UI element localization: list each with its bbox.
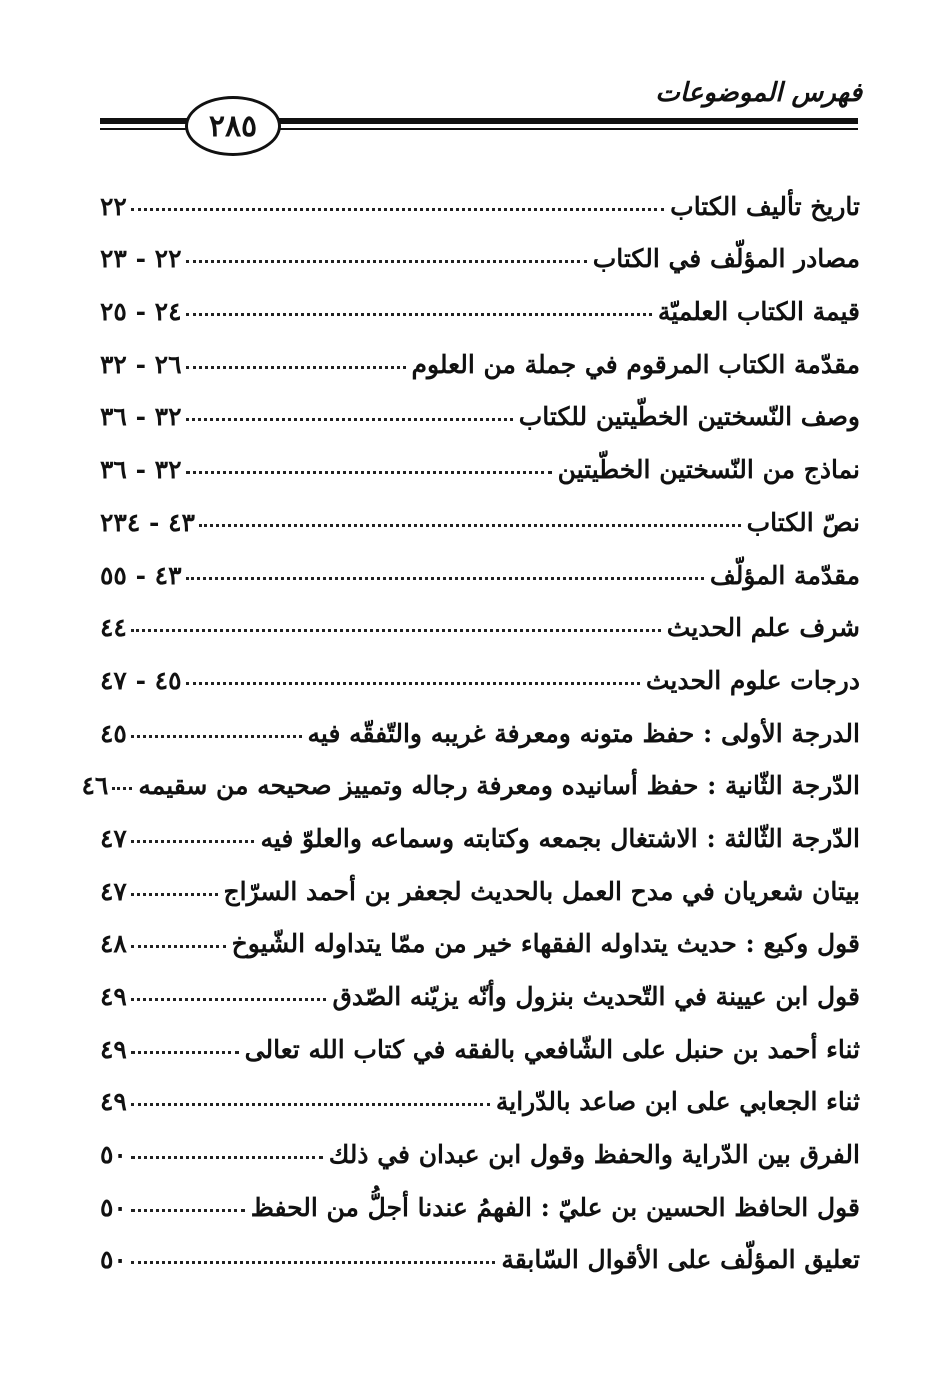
toc-entry-title: تعليق المؤلّف على الأقوال السّابقة	[501, 1245, 860, 1275]
toc-leader-dots	[186, 260, 587, 263]
toc-entry-pages: ٤٤	[100, 613, 127, 643]
toc-entry-pages: ٤٥ - ٤٧	[100, 665, 182, 695]
toc-entry-pages: ٥٠	[100, 1140, 127, 1170]
toc-entry-pages: ٤٧	[100, 876, 127, 906]
toc-entry	[100, 590, 860, 643]
toc-leader-dots	[186, 471, 552, 474]
toc-entry-title: ثناء الجعابي على ابن صاعد بالدّراية	[495, 1087, 860, 1117]
toc-entry	[100, 1116, 860, 1169]
toc-entry	[100, 800, 860, 853]
toc-entry-pages: ٣٢ - ٣٦	[100, 402, 182, 432]
toc-entry-pages: ٢٤ - ٢٥	[100, 297, 182, 327]
toc-entry	[100, 273, 860, 326]
toc-leader-dots	[186, 313, 652, 316]
toc-entry	[100, 326, 860, 379]
toc-entry	[100, 695, 860, 748]
toc-entry-pages: ٤٦	[81, 771, 109, 801]
toc-entry	[100, 379, 860, 432]
toc-entry-pages: ٢٦ - ٣٢	[100, 349, 182, 379]
toc-entry-title: مقدّمة الكتاب المرقوم في جملة من العلوم	[411, 349, 860, 379]
toc-leader-dots	[131, 1261, 496, 1264]
toc-entry-title: الدّرجة الثّانية : حفظ أسانيده ومعرفة رجاله وتمييز صحيحه من سقيمه	[138, 771, 860, 801]
table-of-contents	[81, 168, 860, 1275]
toc-entry-title: الدرجة الأولى : حفظ متونه ومعرفة غريبه والتّفقّه فيه	[307, 718, 860, 748]
toc-leader-dots	[186, 577, 704, 580]
toc-entry	[100, 1169, 860, 1222]
toc-entry-title: وصف النّسختين الخطّيتين للكتاب	[518, 402, 860, 432]
toc-entry-pages: ٢٢ - ٢٣	[100, 244, 182, 274]
toc-entry-pages: ٤٩	[100, 1034, 127, 1064]
toc-leader-dots	[186, 682, 640, 685]
running-head-title: فهرس الموضوعات	[655, 78, 862, 108]
toc-leader-dots	[131, 629, 661, 632]
toc-entry-title: قول الحافظ الحسين بن عليّ : الفهمُ عندنا أجلُّ من الحفظ	[250, 1192, 860, 1222]
toc-entry-pages: ٤٣ - ٥٥	[100, 560, 182, 590]
toc-leader-dots	[131, 1156, 323, 1159]
toc-entry-title: قول وكيع : حديث يتداوله الفقهاء خير من ممّا يتداوله الشّيوخ	[231, 929, 860, 959]
toc-entry	[100, 642, 860, 695]
toc-entry-title: قيمة الكتاب العلميّة	[657, 297, 860, 327]
toc-entry-title: الفرق بين الدّراية والحفظ وقول ابن عبدان في ذلك	[328, 1140, 860, 1170]
toc-leader-dots	[186, 418, 513, 421]
toc-entry-title: شرف علم الحديث	[666, 613, 860, 643]
toc-entry	[100, 853, 860, 906]
toc-entry-title: تاريخ تأليف الكتاب	[670, 191, 860, 221]
page-number: ٢٨٥	[208, 108, 258, 144]
toc-entry-pages: ٤٩	[100, 1087, 127, 1117]
toc-entry-title: نصّ الكتاب	[746, 507, 860, 537]
toc-entry	[100, 906, 860, 959]
toc-entry-pages: ٥٠	[100, 1192, 127, 1222]
toc-leader-dots	[199, 524, 741, 527]
toc-leader-dots	[131, 1051, 239, 1054]
toc-entry-title: مصادر المؤلّف في الكتاب	[592, 244, 860, 274]
toc-entry-pages: ٤٨	[100, 929, 127, 959]
toc-leader-dots	[131, 735, 302, 738]
toc-leader-dots	[131, 945, 226, 948]
page-number-oval	[185, 96, 281, 156]
toc-leader-dots	[131, 840, 255, 843]
toc-entry-pages: ٤٩	[100, 982, 127, 1011]
toc-entry-pages: ٤٧	[100, 823, 127, 853]
toc-entry-title: بيتان شعريان في مدح العمل بالحديث لجعفر بن أحمد السرّاج	[223, 876, 860, 906]
toc-entry-title: نماذج من النّسختين الخطّيتين	[557, 455, 860, 485]
toc-entry	[100, 168, 860, 221]
toc-leader-dots	[131, 998, 327, 1001]
toc-entry	[100, 1011, 860, 1064]
toc-entry-pages: ٢٢	[100, 191, 127, 221]
toc-entry-pages: ٤٥	[100, 718, 127, 748]
toc-leader-dots	[112, 787, 132, 790]
toc-entry-pages: ٣٢ - ٣٦	[100, 455, 182, 485]
toc-entry-pages: ٤٣ - ٢٣٤	[100, 507, 195, 537]
toc-entry-title: الدّرجة الثّالثة : الاشتغال بجمعه وكتابته وسماعه والعلوّ فيه	[260, 823, 860, 853]
toc-leader-dots	[131, 1209, 245, 1212]
toc-entry	[81, 748, 860, 801]
toc-entry-title: قول ابن عيينة في التّحديث بنزول وأنّه يزيّنه الصّدق	[332, 982, 860, 1011]
toc-leader-dots	[131, 1103, 490, 1106]
toc-entry	[100, 958, 860, 1011]
toc-entry-title: مقدّمة المؤلّف	[709, 560, 860, 590]
toc-entry	[100, 431, 860, 484]
toc-entry	[100, 484, 860, 537]
toc-leader-dots	[131, 208, 664, 211]
toc-entry-title: ثناء أحمد بن حنبل على الشّافعي بالفقه في كتاب الله تعالى	[244, 1034, 860, 1064]
toc-entry-title: درجات علوم الحديث	[645, 665, 860, 695]
toc-entry	[100, 537, 860, 590]
toc-leader-dots	[131, 893, 218, 896]
toc-entry	[100, 221, 860, 274]
toc-entry	[100, 1222, 860, 1275]
toc-leader-dots	[186, 366, 406, 369]
toc-entry	[100, 1064, 860, 1117]
toc-entry-pages: ٥٠	[100, 1245, 127, 1275]
